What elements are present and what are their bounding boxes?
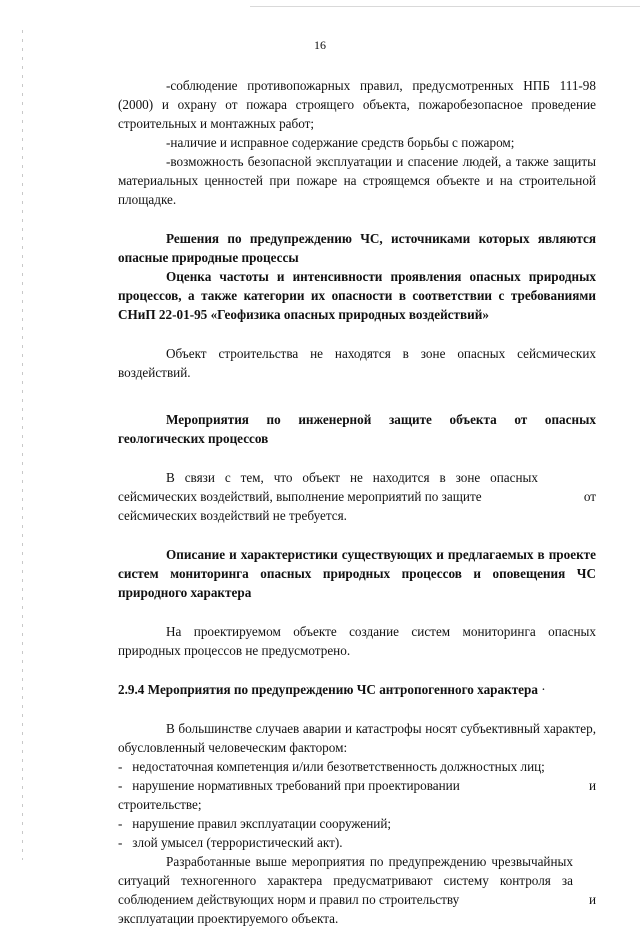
scan-edge-line bbox=[250, 6, 640, 7]
closing-paragraph bbox=[118, 852, 596, 928]
hazard-assessment-heading: Оценка частоты и интенсивности проявления опасных природных процессов, а также категории их опасности в соответствии с требованиями СНиП 22-01-95 «Геофизика опасных природных воздействий» bbox=[118, 269, 596, 322]
anthropogenic-heading-text: 2.9.4 Мероприятия по предупреждению ЧС антропогенного характера bbox=[118, 682, 538, 697]
seismic-zone-text: Объект строительства не находятся в зоне опасных сейсмических воздействий. bbox=[118, 346, 596, 380]
monitoring-systems-heading: Описание и характеристики существующих и предлагаемых в проекте систем мониторинга опасных природных процессов и оповещения ЧС природного характера bbox=[118, 547, 596, 600]
geological-protection-heading: Мероприятия по инженерной защите объекта от опасных геологических процессов bbox=[118, 412, 596, 446]
list-item-design-violations bbox=[118, 776, 596, 814]
closing-end: эксплуатации проектируемого объекта. bbox=[118, 911, 339, 926]
fire-item-evacuation: -возможность безопасной эксплуатации и спасение людей, а также защиты материальных ценностей при пожаре на строящемся объекте и на строительной площадке. bbox=[118, 154, 596, 207]
seismic-measures-text: В связи с тем, что объект не находится в зоне опасных сейсмических воздействий, выполнение мероприятий по защите bbox=[118, 470, 538, 504]
list-item-terrorism: - злой умысел (террористический акт). bbox=[118, 835, 343, 850]
monitoring-text: На проектируемом объекте создание систем мониторинга опасных природных процессов не предусмотрено. bbox=[118, 624, 596, 658]
document-body bbox=[118, 76, 596, 928]
seismic-measures-end: сейсмических воздействий не требуется. bbox=[118, 508, 347, 523]
seismic-measures-word: от bbox=[583, 489, 596, 504]
human-factor-intro: В большинстве случаев аварии и катастрофы носят субъективный характер, обусловленный человеческим фактором: bbox=[118, 721, 596, 755]
heading-mark: · bbox=[541, 682, 546, 697]
design-violations-text: - нарушение нормативных требований при проектировании bbox=[118, 778, 460, 793]
closing-word: и bbox=[588, 892, 596, 907]
list-item-competence: - недостаточная компетенция и/или безответственность должностных лиц; bbox=[118, 759, 545, 774]
seismic-measures-paragraph bbox=[118, 468, 596, 525]
fire-item-equipment: -наличие и исправное содержание средств борьбы с пожаром; bbox=[166, 135, 515, 150]
design-violations-end: строительстве; bbox=[118, 797, 202, 812]
design-violations-word: и bbox=[588, 778, 596, 793]
scan-margin-line bbox=[22, 30, 23, 860]
anthropogenic-section-heading bbox=[118, 680, 596, 699]
page-number: 16 bbox=[314, 38, 326, 52]
natural-hazards-heading: Решения по предупреждению ЧС, источниками которых являются опасные природные процессы bbox=[118, 231, 596, 265]
closing-text: Разработанные выше мероприятия по предупреждению чрезвычайных ситуаций техногенного характера предусматривают систему контроля за соблюдением действующих норм и правил по строительству bbox=[118, 854, 573, 907]
fire-item-rules: -соблюдение противопожарных правил, предусмотренных НПБ 111-98 (2000) и охрану от пожара строящего объекта, пожаробезопасное проведение строительных и монтажных работ; bbox=[118, 78, 596, 131]
list-item-operation: - нарушение правил эксплуатации сооружений; bbox=[118, 816, 392, 831]
